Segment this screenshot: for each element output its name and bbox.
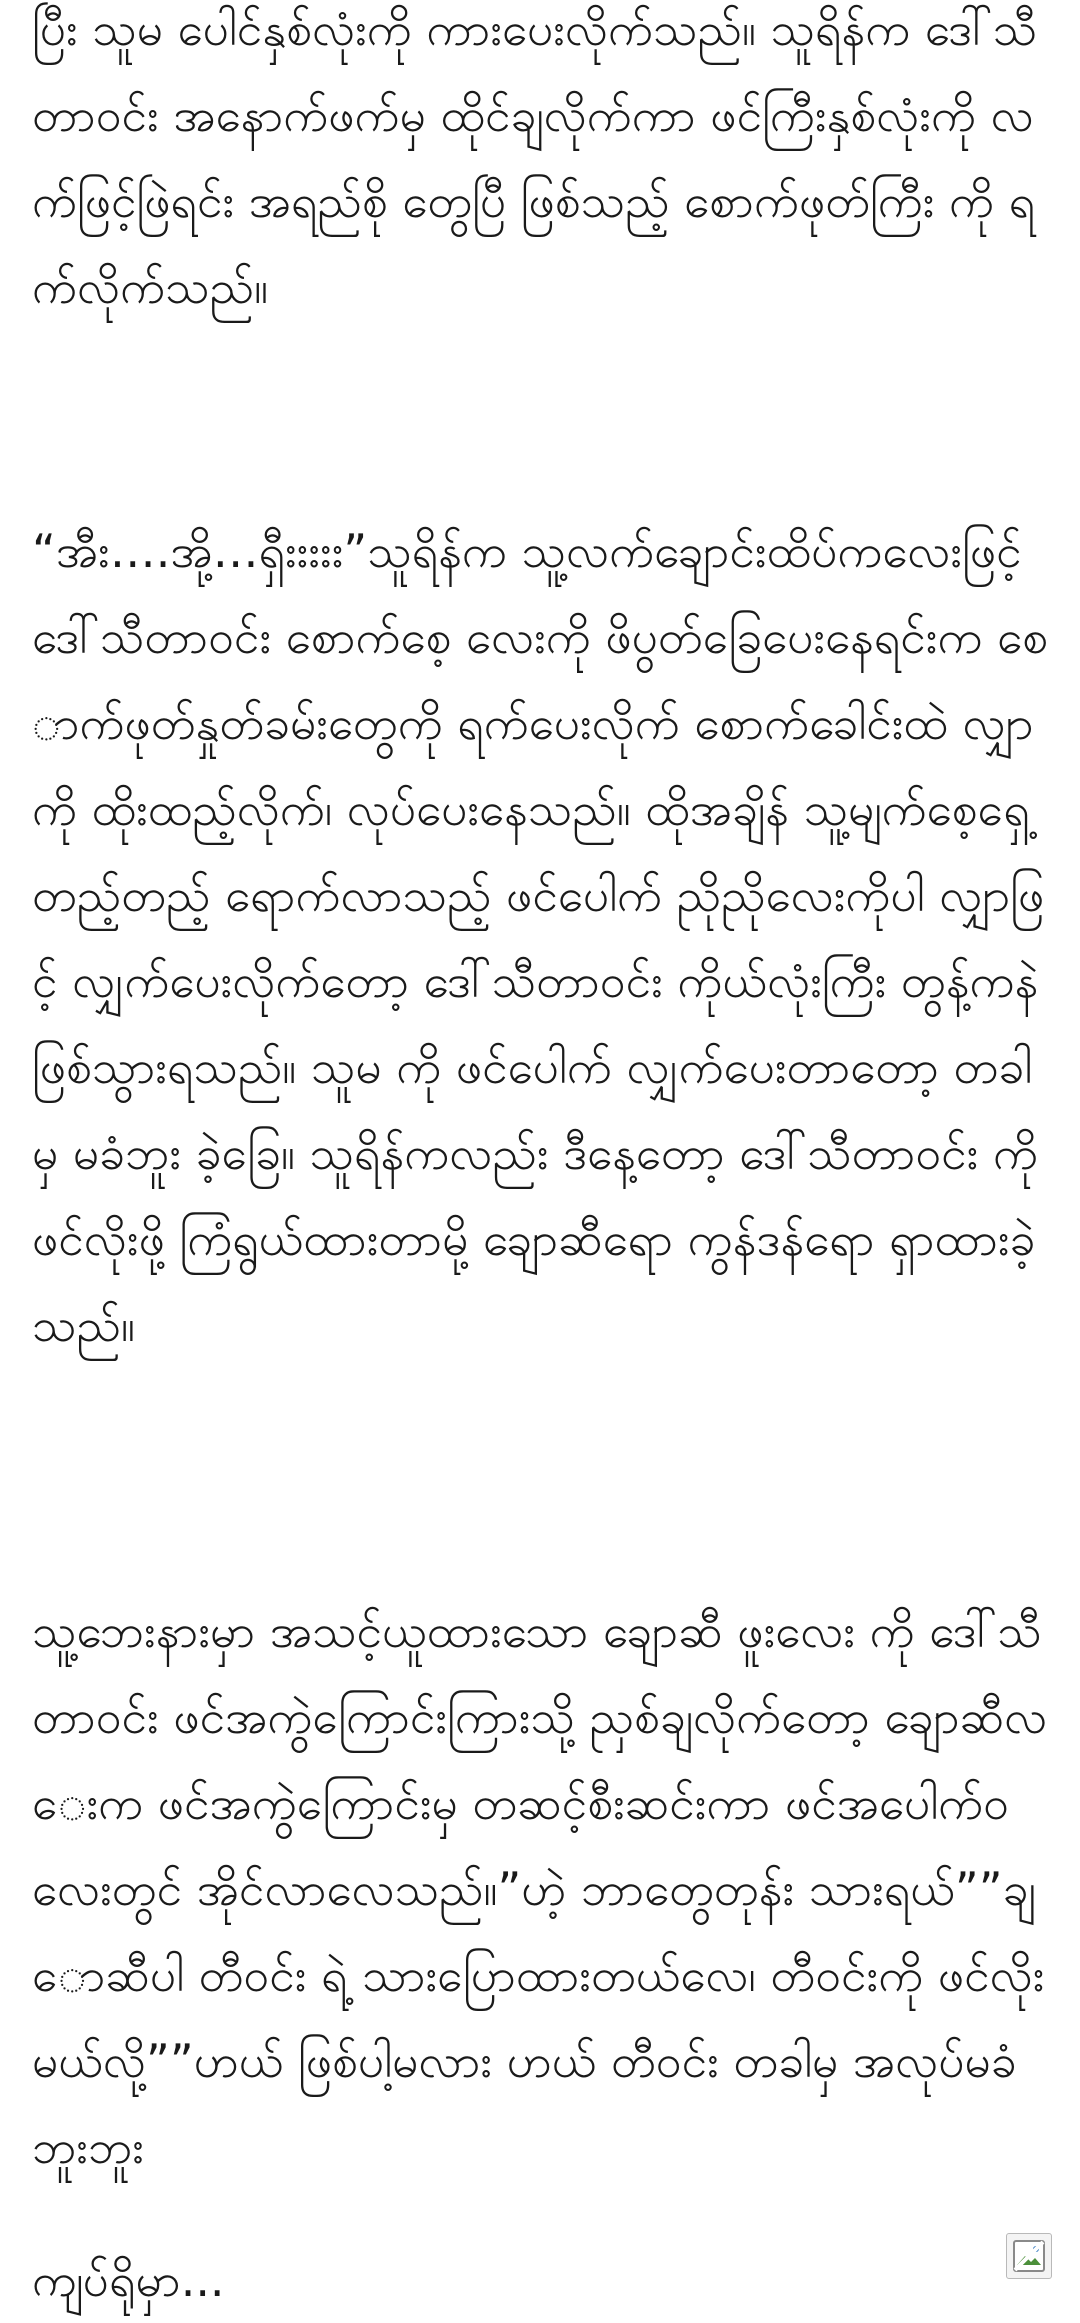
article-paragraph-3: သူ့ဘေးနားမှာ အသင့်ယူထားသော ချောဆီ ဖူးလေး ကို ဒေါ်သီတာဝင်း ဖင်အကွဲကြောင်းကြားသို့ ညှစ်ချလိုက်တော့ ချောဆီလေးက ဖင်အကွဲကြောင်းမှ တဆင့်စီးဆင်းကာ ဖင်အပေါက်ဝလေးတွင် အိုင်လာလေသည်။”ဟဲ့ ဘာတွေတုန်း သားရယ်””ချောဆီပါ တီဝင်း ရဲ့ သားပြောထားတယ်လေ၊ တီဝင်းကို ဖင်လိုးမယ်လို့””ဟယ် ဖြစ်ပါ့မလား ဟယ် တီဝင်း တခါမှ အလုပ်မခံဘူးဘူး [32,1604,1048,2174]
article-paragraph-4: ကျပ်ရိုမှာ... [32,2253,225,2307]
article-paragraph-2: “အီး….အို့…ရှီးးးးး”သူရိန်က သူ့လက်ချောင်းထိပ်ကလေးဖြင့် ဒေါ်သီတာဝင်း စောက်စေ့ လေးကို ဖိပွတ်ခြေပေးနေရင်းက စောက်ဖုတ်နှုတ်ခမ်းတွေကို ရက်ပေးလိုက် စောက်ခေါင်းထဲ လျှာကို ထိုးထည့်လိုက်၊ လုပ်ပေးနေသည်။ ထိုအချိန် သူ့မျက်စေ့ရှေ့ တည့်တည့် ရောက်လာသည့် ဖင်ပေါက် ညိုညိုလေးကိုပါ လျှာဖြင့် လျှက်ပေးလိုက်တော့ ဒေါ်သီတာဝင်း ကိုယ်လုံးကြီး တွန့်ကနဲ ဖြစ်သွားရသည်။ သူမ ကို ဖင်ပေါက် လျှက်ပေးတာတော့ တခါမှ မခံဘူး ခဲ့ခြေ။ သူရိန်ကလည်း ဒီနေ့တော့ ဒေါ်သီတာဝင်း ကို ဖင်လိုးဖို့ ကြံရွယ်ထားတာမို့ ချောဆီရော ကွန်ဒန်ရော ရှာထားခဲ့သည်။ [32,524,1048,1352]
article-paragraph-1: ပြီး သူမ ပေါင်နှစ်လုံးကို ကားပေးလိုက်သည်။ သူရိန်က ဒေါ်သီတာဝင်း အနောက်ဖက်မှ ထိုင်ချလိုက်ကာ ဖင်ကြီးနှစ်လုံးကို လက်ဖြင့်ဖြဲရင်း အရည်စို တွေပြီ ဖြစ်သည့် စောက်ဖုတ်ကြီး ကို ရက်လိုက်သည်။ [32,2,1038,314]
image-placeholder-icon [1007,2234,1051,2278]
broken-image-icon[interactable] [1006,2233,1052,2279]
